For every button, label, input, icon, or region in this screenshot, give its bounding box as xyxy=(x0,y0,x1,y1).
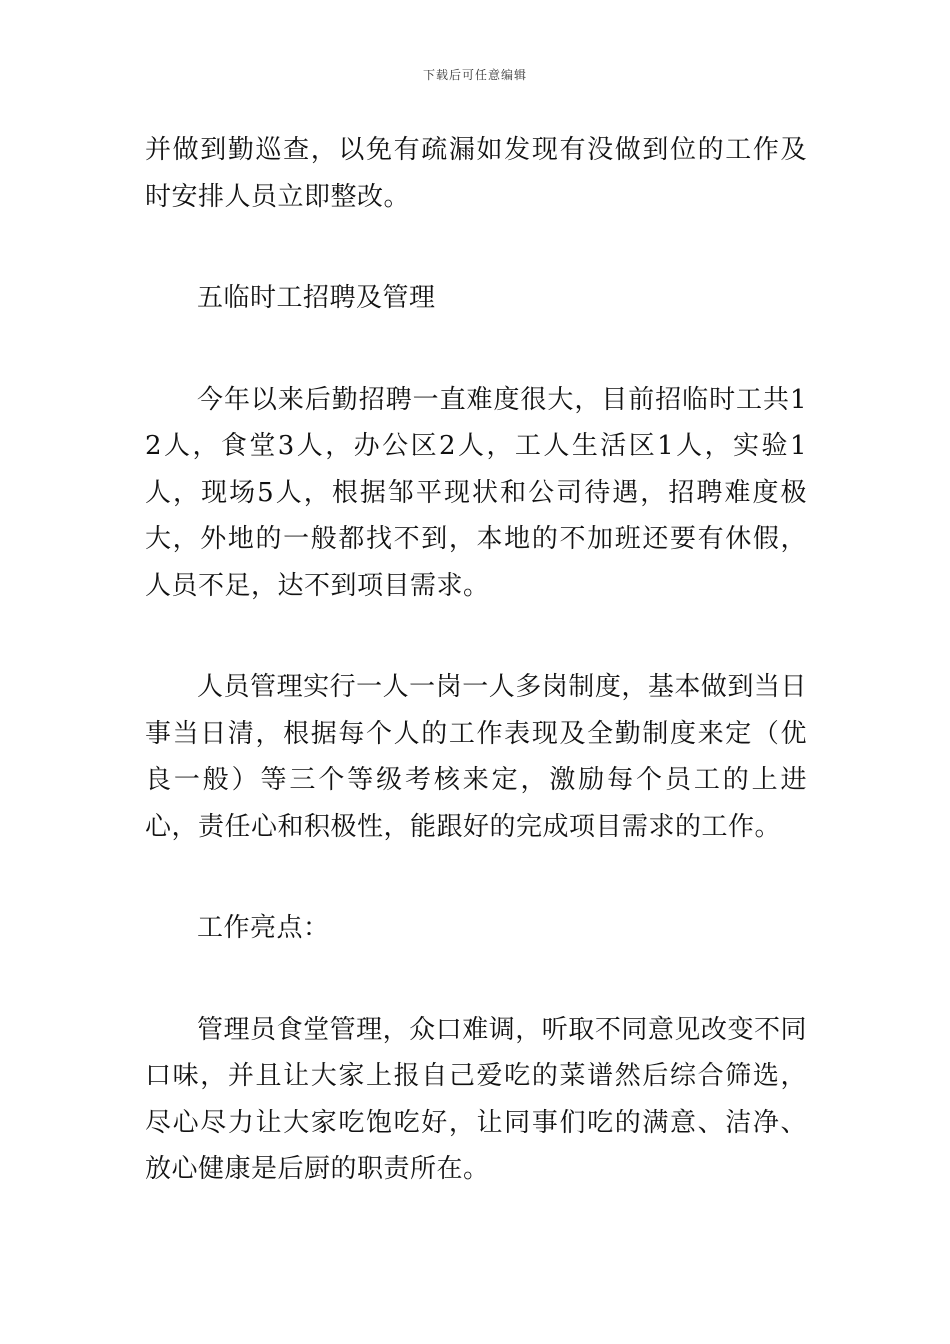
section-heading-temp-workers: 五临时工招聘及管理 xyxy=(197,283,436,313)
paragraph-recruitment: 今年以来后勤招聘一直难度很大，目前招临时工共12人，食堂3人，办公区2人，工人生活区1人，实验1人，现场5人，根据邹平现状和公司待遇，招聘难度极大，外地的一般都找不到，本地的不加班还要有休假，人员不足，达不到项目需求。 xyxy=(145,384,807,601)
header-note: 下载后可任意编辑 xyxy=(422,68,527,82)
paragraph-staff-management: 人员管理实行一人一岗一人多岗制度，基本做到当日事当日清，根据每个人的工作表现及全勤制度来定（优良一般）等三个等级考核来定，激励每个员工的上进心，责任心和积极性，能跟好的完成项目需求的工作。 xyxy=(145,672,807,842)
paragraph-canteen: 管理员食堂管理，众口难调，听取不同意见改变不同口味，并且让大家上报自己爱吃的菜谱然后综合筛选，尽心尽力让大家吃饱吃好，让同事们吃的满意、洁净、放心健康是后厨的职责所在。 xyxy=(145,1014,807,1184)
document-body xyxy=(145,127,807,1193)
section-heading-highlights: 工作亮点： xyxy=(197,913,330,943)
paragraph-continuation: 并做到勤巡查，以免有疏漏如发现有没做到位的工作及时安排人员立即整改。 xyxy=(145,135,807,212)
